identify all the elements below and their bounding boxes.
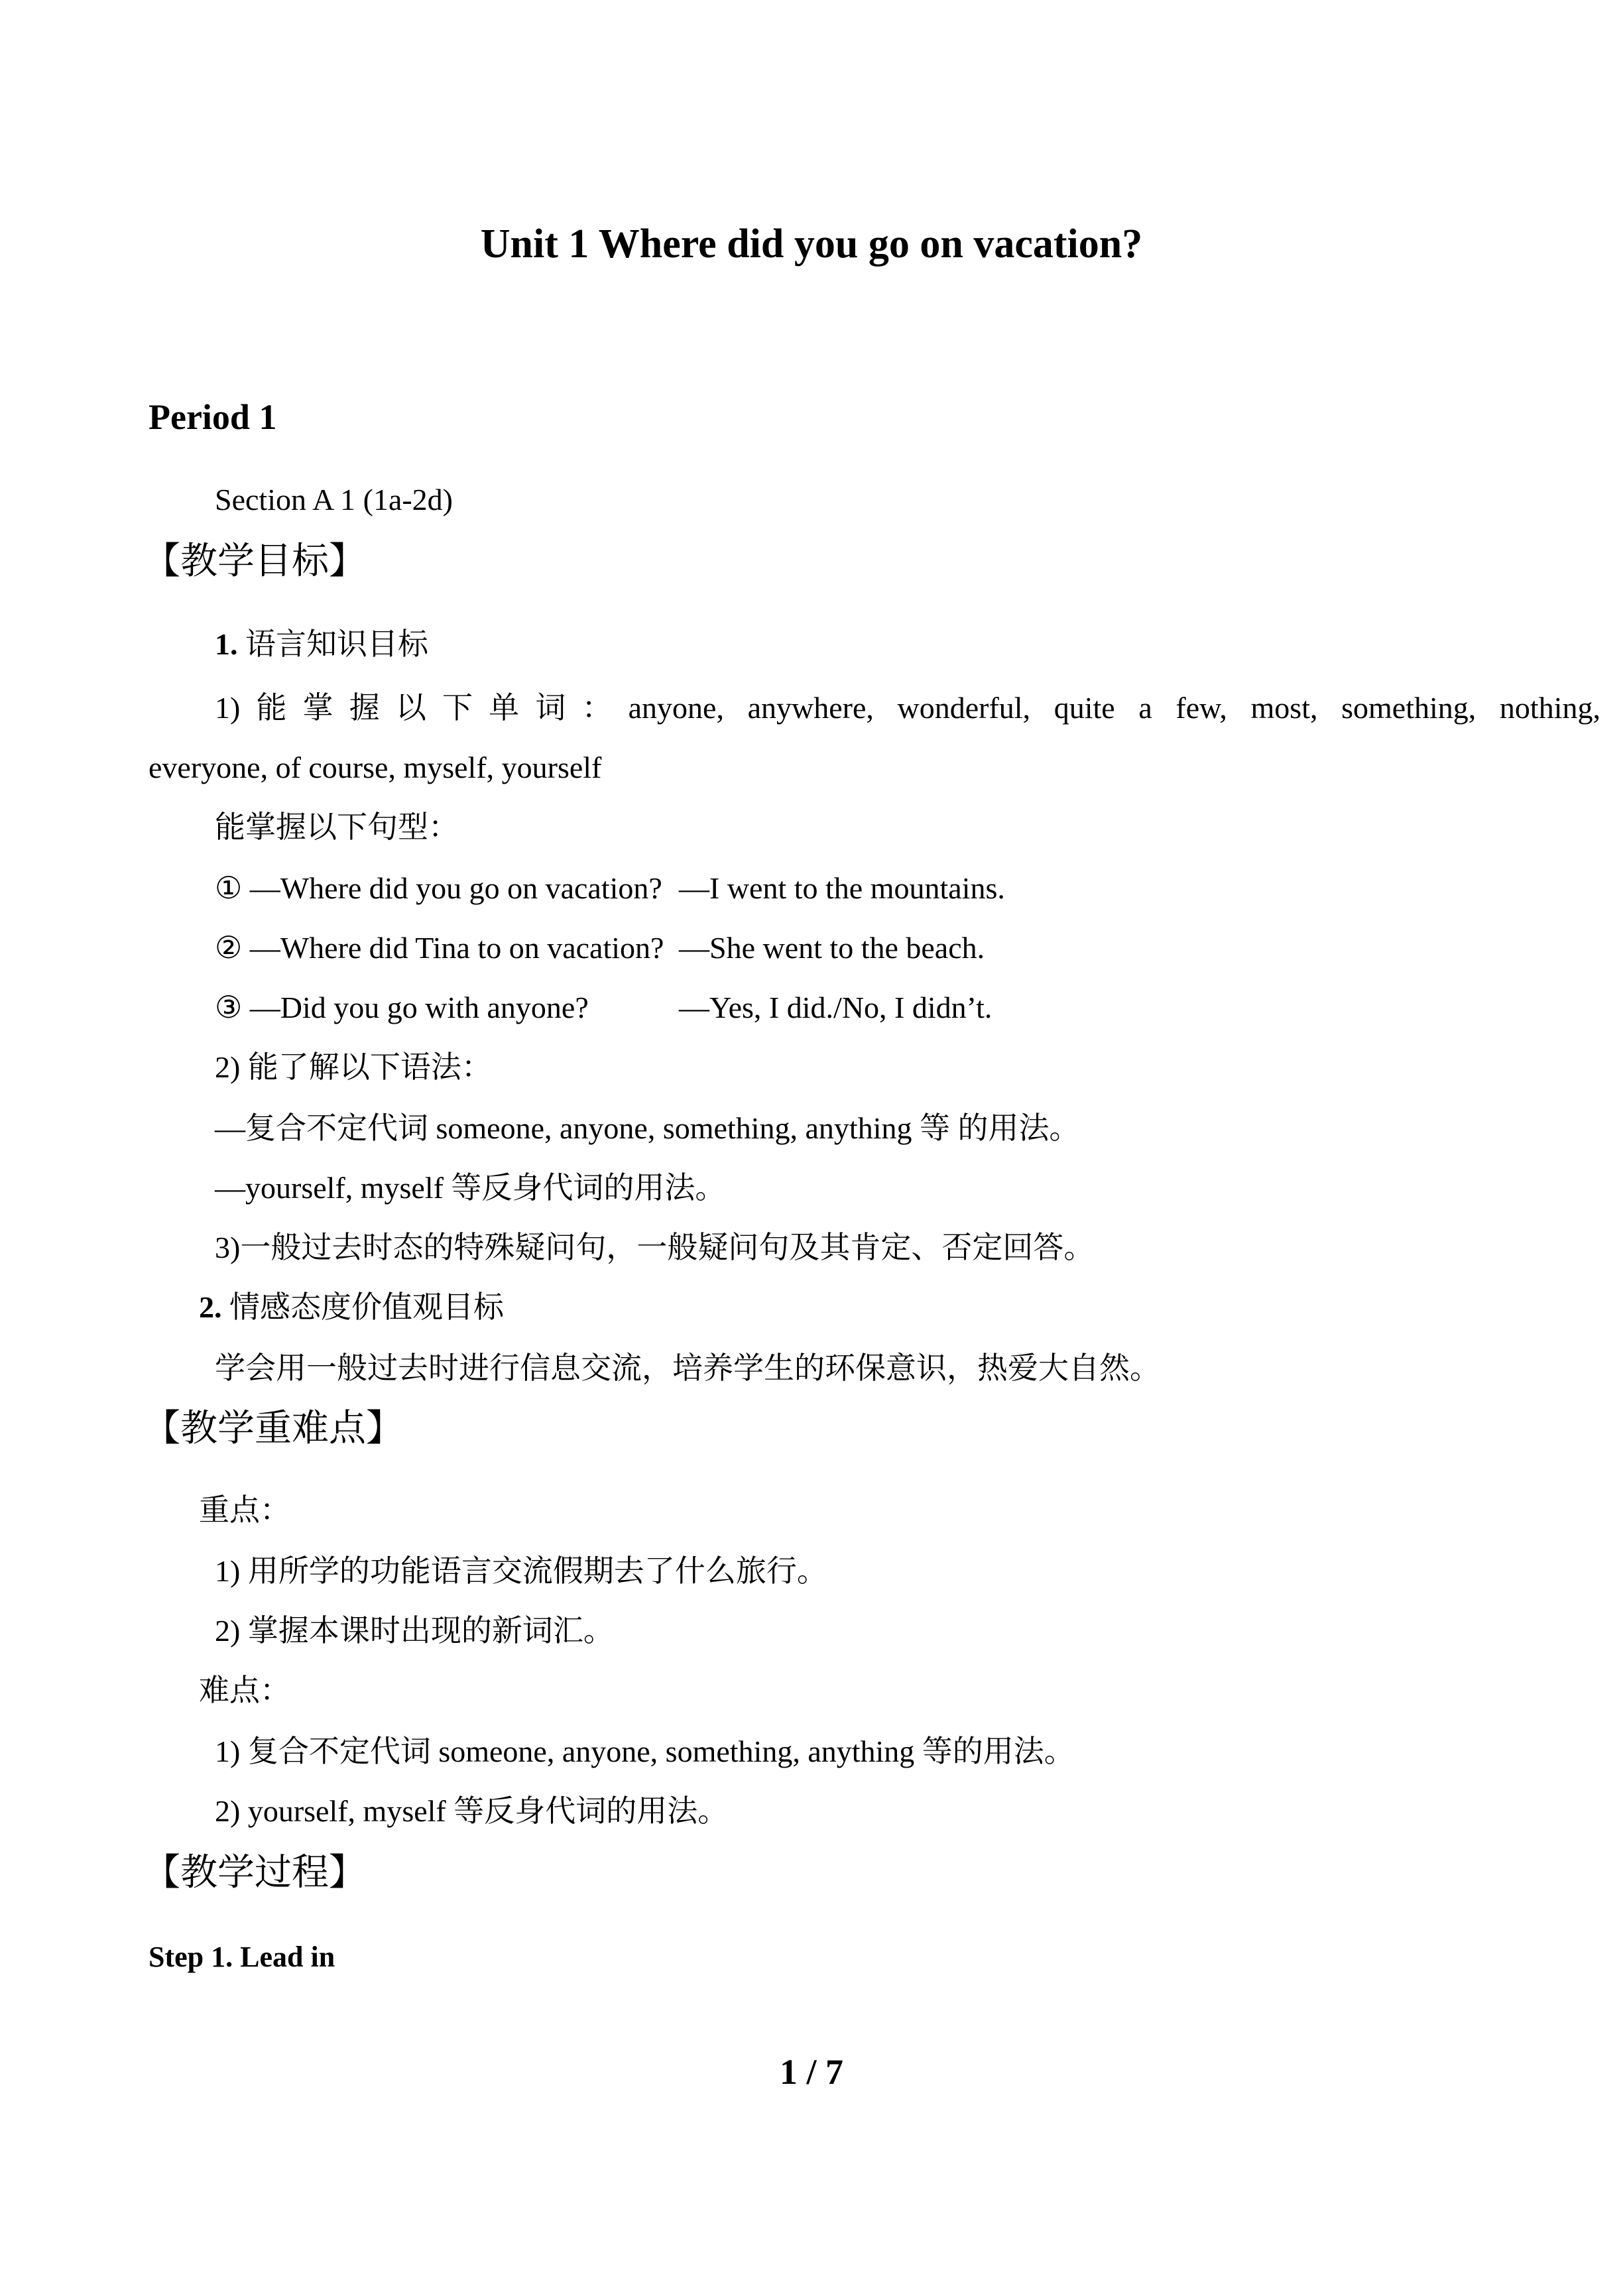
pattern-row [215,988,992,1028]
grammar-item-3: 3)一般过去时态的特殊疑问句，一般疑问句及其肯定、否定回答。 [215,1231,1095,1264]
pattern-row [215,869,1005,908]
emotion-text: 学会用一般过去时进行信息交流，培养学生的环保意识，热爱大自然。 [215,1351,1160,1385]
emotion-number: 2. [199,1290,222,1324]
knowledge-title-text: 语言知识目标 [237,627,428,661]
key-points-heading: 【教学重难点】 [143,1407,403,1450]
grammar-item-2: —yourself, myself 等反身代词的用法。 [215,1171,726,1205]
words-line-1: 1)能掌握以下单词：anyone, anywhere, wonderful, quite a few, most, something, nothing, [215,691,1600,725]
difficulty-item-2: 2) yourself, myself 等反身代词的用法。 [215,1794,729,1828]
difficulty-item-1: 1) 复合不定代词 someone, anyone, something, anything 等的用法。 [215,1734,1075,1768]
emotion-title-text: 情感态度价值观目标 [221,1290,504,1324]
pattern-answer: —I went to the mountains. [679,871,1005,905]
grammar-item-1: —复合不定代词 someone, anyone, something, anything 等 的用法。 [215,1111,1080,1145]
difficulty-label: 难点： [199,1673,290,1707]
words-line-2: everyone, of course, myself, yourself [149,751,602,784]
focus-item-1: 1) 用所学的功能语言交流假期去了什么旅行。 [215,1554,827,1588]
pattern-question: ③ —Did you go with anyone? [215,991,589,1024]
document-title: Unit 1 Where did you go on vacation? [480,221,1143,267]
pattern-row [215,928,985,968]
knowledge-objective-title [215,625,428,664]
knowledge-number: 1. [215,627,238,661]
pattern-question: ② —Where did Tina to on vacation? [215,931,664,965]
patterns-intro: 能掌握以下句型： [215,810,459,844]
grammar-intro: 2) 能了解以下语法： [215,1050,492,1084]
focus-item-2: 2) 掌握本课时出现的新词汇。 [215,1614,614,1648]
step-1-heading: Step 1. Lead in [149,1941,335,1973]
pattern-question: ① —Where did you go on vacation? [215,871,662,905]
emotion-objective-title [199,1288,504,1327]
process-heading: 【教学过程】 [143,1851,366,1894]
objectives-heading: 【教学目标】 [143,540,366,583]
pattern-answer: —Yes, I did./No, I didn’t. [679,991,992,1024]
period-heading: Period 1 [149,397,277,437]
focus-label: 重点： [199,1493,290,1527]
section-label: Section A 1 (1a-2d) [215,483,453,516]
page-number: 1 / 7 [779,2052,843,2092]
pattern-answer: —She went to the beach. [679,931,985,965]
